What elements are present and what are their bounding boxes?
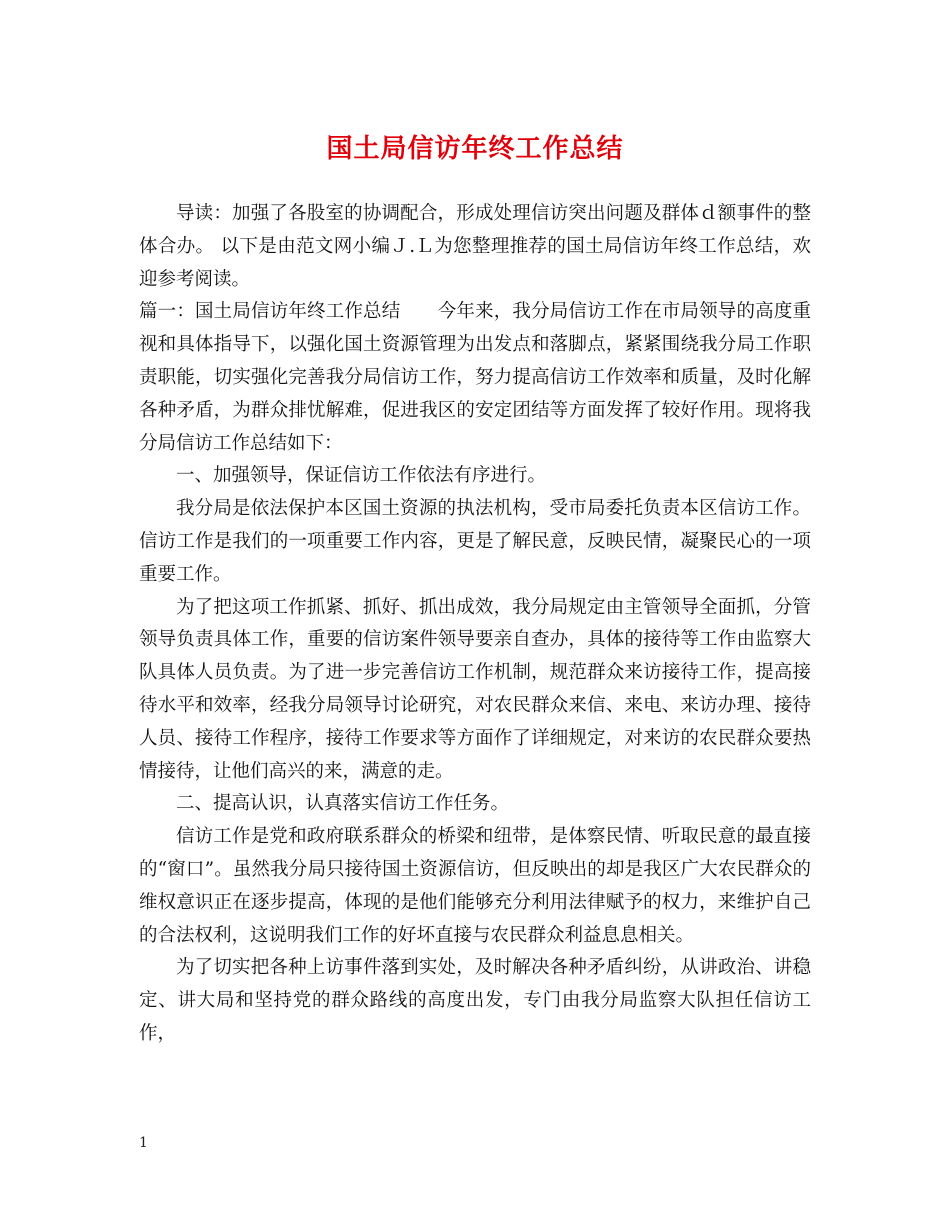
document-title: 国土局信访年终工作总结	[326, 134, 624, 164]
paragraph-part-one: 篇一：国土局信访年终工作总结 今年来，我分局信访工作在市局领导的高度重视和具体指导下，以强化国土资源管理为出发点和落脚点，紧紧围绕我分局工作职责职能，切实强化完善我分局信访工作，努力提高信访工作效率和质量，及时化解各种矛盾，为群众排忧解难，促进我区的安定团结等方面发挥了较好作用。现将我分局信访工作总结如下：	[139, 301, 811, 454]
section-heading-1: 一、加强领导，保证信访工作依法有序进行。	[176, 465, 547, 487]
page-number: 1	[139, 1135, 148, 1151]
paragraph: 信访工作是党和政府联系群众的桥梁和纽带，是体察民情、听取民意的最直接的“窗口”。虽然我分局只接待国土资源信访，但反映出的却是我区广大农民群众的维权意识正在逐步提高，体现的是他们能够充分利用法律赋予的权力，来维护自己的合法权利，这说明我们工作的好坏直接与农民群众利益息息相关。	[139, 826, 811, 946]
paragraph: 我分局是依法保护本区国土资源的执法机构，受市局委托负责本区信访工作。信访工作是我们的一项重要工作内容，更是了解民意，反映民情，凝聚民心的一项重要工作。	[139, 498, 811, 585]
paragraph: 为了切实把各种上访事件落到实处，及时解决各种矛盾纠纷，从讲政治、讲稳定、讲大局和坚持党的群众路线的高度出发，专门由我分局监察大队担任信访工作，	[139, 957, 811, 1044]
section-heading-2: 二、提高认识，认真落实信访工作任务。	[176, 793, 510, 815]
paragraph: 为了把这项工作抓紧、抓好、抓出成效，我分局规定由主管领导全面抓，分管领导负责具体工作，重要的信访案件领导要亲自查办，具体的接待等工作由监察大队具体人员负责。为了进一步完善信访工作机制，规范群众来访接待工作，提高接待水平和效率，经我分局领导讨论研究，对农民群众来信、来电、来访办理、接待人员、接待工作程序，接待工作要求等方面作了详细规定，对来访的农民群众要热情接待，让他们高兴的来，满意的走。	[139, 596, 811, 782]
paragraph-intro: 导读：加强了各股室的协调配合，形成处理信访突出问题及群体ｄ额事件的整体合办。 以下是由范文网小编Ｊ.Ｌ为您整理推荐的国土局信访年终工作总结，欢迎参考阅读。	[139, 203, 811, 290]
document-body	[139, 198, 811, 1051]
